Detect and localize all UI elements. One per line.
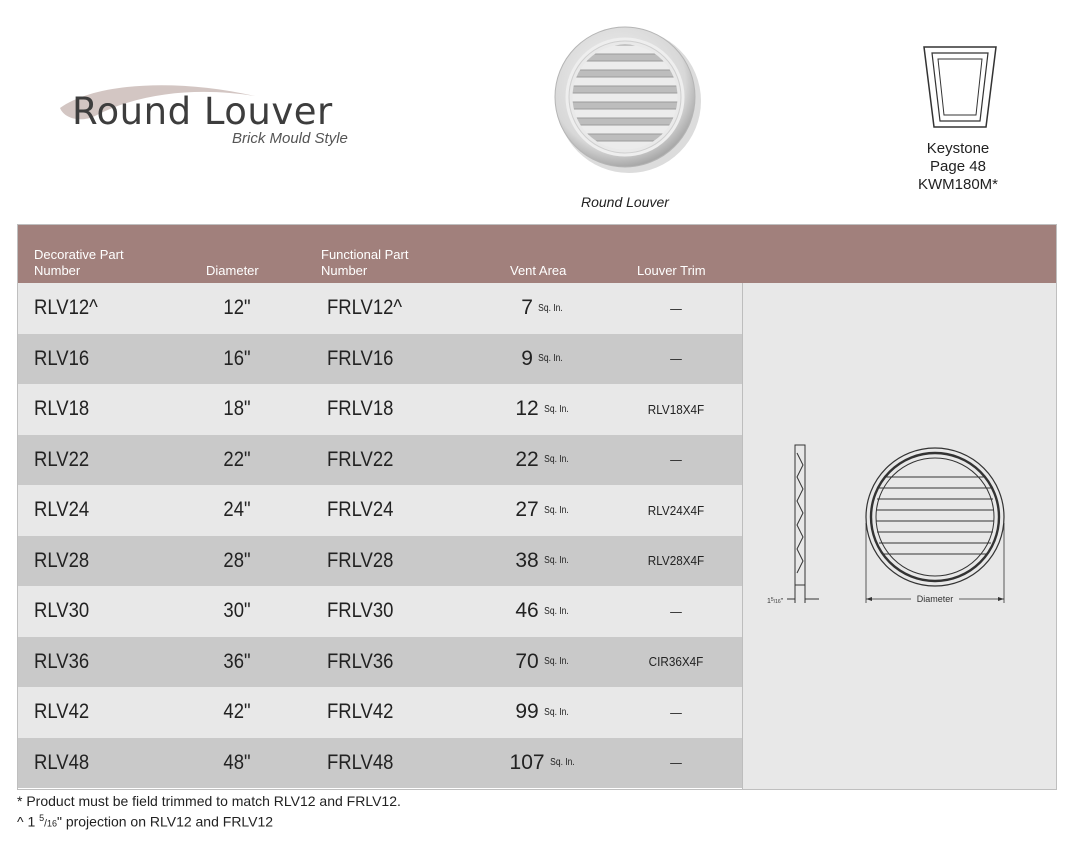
functional-part-number: FRLV24 <box>327 498 394 522</box>
diameter-value: 30" <box>223 599 251 623</box>
header-vent-area: Vent Area <box>510 263 567 278</box>
diameter-value: 16" <box>223 346 251 370</box>
dimension-drawing <box>743 283 1057 789</box>
decorative-part-number: RLV24 <box>34 498 90 522</box>
table-row <box>18 637 742 688</box>
header-decorative-line1: Decorative Part <box>34 247 124 262</box>
decorative-part-number: RLV12^ <box>34 296 98 320</box>
vent-area-value <box>488 334 598 385</box>
decorative-part-number: RLV22 <box>34 447 90 471</box>
decorative-part-number: RLV36 <box>34 649 90 673</box>
front-view-drawing <box>866 448 1004 603</box>
louver-trim-value: — <box>670 351 682 367</box>
diameter-label: Diameter <box>916 594 954 604</box>
header-functional-line1: Functional Part <box>321 247 409 262</box>
header-decorative-part <box>34 247 124 279</box>
vent-area-number: 7 <box>521 296 533 320</box>
keystone-page: Page 48 <box>930 158 986 175</box>
vent-area-unit: Sq. In. <box>538 302 563 314</box>
functional-part-number: FRLV42 <box>327 700 394 724</box>
louver-trim-value: CIR36X4F <box>648 654 704 670</box>
vent-area-number: 70 <box>515 649 539 673</box>
vent-area-value <box>488 485 598 536</box>
keystone-part-number: KWM180M* <box>917 176 999 193</box>
decorative-part-number: RLV30 <box>34 599 90 623</box>
vent-area-value <box>488 687 598 738</box>
vent-area-value <box>488 637 598 688</box>
footnote-fraction-numerator: 5 <box>39 813 45 823</box>
page-subtitle: Brick Mould Style <box>232 130 348 147</box>
table-row <box>18 283 742 334</box>
vent-area-number: 9 <box>521 346 533 370</box>
header-functional-part <box>321 247 408 279</box>
round-louver-product-image <box>543 17 711 185</box>
keystone-reference <box>900 140 1016 194</box>
footnote-fraction-slash: / <box>44 818 47 830</box>
vent-area-unit: Sq. In. <box>543 403 569 415</box>
depth-label: $1^5_/16$" <box>767 597 784 605</box>
vent-area-number: 99 <box>515 700 539 724</box>
vent-area-value <box>488 384 598 435</box>
louver-trim-value: — <box>670 755 682 771</box>
product-caption: Round Louver <box>581 194 669 210</box>
functional-part-number: FRLV22 <box>327 447 394 471</box>
table-row <box>18 485 742 536</box>
table-header <box>18 225 1056 283</box>
vent-area-unit: Sq. In. <box>543 706 569 718</box>
louver-trim-value: RLV18X4F <box>647 401 705 417</box>
table-row <box>18 738 742 789</box>
footnote-projection-prefix: ^ 1 <box>17 813 40 830</box>
keystone-label: Keystone <box>926 140 990 157</box>
vent-area-number: 27 <box>515 498 539 522</box>
louver-trim-value: RLV28X4F <box>647 553 705 569</box>
louver-trim-value: RLV24X4F <box>647 502 705 518</box>
decorative-part-number: RLV48 <box>34 750 90 774</box>
vent-area-value <box>488 586 598 637</box>
table-row <box>18 687 742 738</box>
keystone-icon <box>922 45 998 129</box>
vent-area-unit: Sq. In. <box>543 656 569 668</box>
table-row <box>18 334 742 385</box>
header-functional-line2: Number <box>321 263 368 278</box>
louver-trim-value: — <box>670 603 682 619</box>
louver-trim-value: — <box>670 300 682 316</box>
vent-area-value <box>488 283 598 334</box>
table-row <box>18 435 742 486</box>
vent-area-unit: Sq. In. <box>543 555 569 567</box>
functional-part-number: FRLV12^ <box>327 296 403 320</box>
louver-dimension-diagram <box>742 283 1056 789</box>
footnote-projection <box>17 813 273 830</box>
vent-area-unit: Sq. In. <box>543 504 569 516</box>
vent-area-number: 12 <box>515 397 539 421</box>
diameter-value: 48" <box>223 750 251 774</box>
diameter-value: 12" <box>223 296 251 320</box>
diameter-value: 36" <box>223 649 251 673</box>
vent-area-unit: Sq. In. <box>538 353 563 365</box>
vent-area-value <box>488 435 598 486</box>
vent-area-number: 22 <box>515 447 539 471</box>
vent-area-unit: Sq. In. <box>543 454 569 466</box>
vent-area-value <box>488 738 598 789</box>
vent-area-number: 46 <box>515 599 539 623</box>
vent-area-number: 107 <box>509 750 545 774</box>
vent-area-unit: Sq. In. <box>549 757 575 769</box>
diameter-value: 42" <box>223 700 251 724</box>
header-decorative-line2: Number <box>34 263 81 278</box>
decorative-part-number: RLV42 <box>34 700 90 724</box>
footnote-fraction-denominator: 16 <box>46 818 57 829</box>
functional-part-number: FRLV18 <box>327 397 394 421</box>
louver-trim-value: — <box>670 704 682 720</box>
table-row <box>18 586 742 637</box>
functional-part-number: FRLV16 <box>327 346 394 370</box>
functional-part-number: FRLV36 <box>327 649 394 673</box>
page-title: Round Louver <box>72 90 333 133</box>
louver-trim-value: — <box>670 452 682 468</box>
product-table <box>17 224 1057 790</box>
side-profile-drawing <box>787 445 819 603</box>
functional-part-number: FRLV28 <box>327 548 394 572</box>
diameter-value: 28" <box>223 548 251 572</box>
diameter-value: 18" <box>223 397 251 421</box>
vent-area-unit: Sq. In. <box>543 605 569 617</box>
vent-area-value <box>488 536 598 587</box>
footnote-projection-suffix: " projection on RLV12 and FRLV12 <box>56 813 274 830</box>
header-diameter: Diameter <box>206 263 259 278</box>
diameter-value: 22" <box>223 447 251 471</box>
decorative-part-number: RLV18 <box>34 397 90 421</box>
table-row <box>18 536 742 587</box>
diameter-value: 24" <box>223 498 251 522</box>
vent-area-number: 38 <box>515 548 539 572</box>
header-louver-trim: Louver Trim <box>637 263 706 278</box>
decorative-part-number: RLV28 <box>34 548 90 572</box>
decorative-part-number: RLV16 <box>34 346 90 370</box>
footnote-field-trim: * Product must be field trimmed to match RLV12 and FRLV12. <box>17 793 401 809</box>
table-row <box>18 384 742 435</box>
functional-part-number: FRLV48 <box>327 750 394 774</box>
functional-part-number: FRLV30 <box>327 599 394 623</box>
